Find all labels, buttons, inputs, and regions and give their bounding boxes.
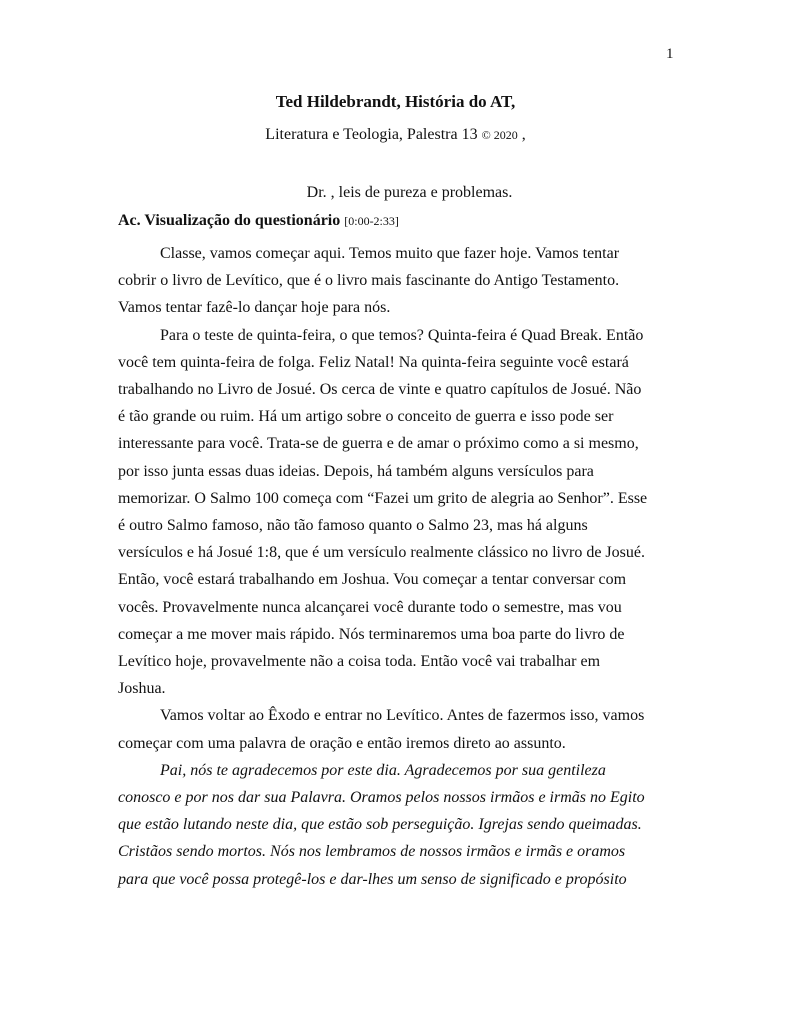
lecture-topic: Dr. , leis de pureza e problemas. [306, 184, 513, 201]
text-line: começar com uma palavra de oração e então iremos direto ao assunto. [118, 734, 566, 752]
page-number: 1 [666, 46, 674, 62]
text-line: vocês. Provavelmente nunca alcançarei você durante todo o semestre, mas vou [118, 598, 622, 616]
text-line: é tão grande ou ruim. Há um artigo sobre o conceito de guerra e isso pode ser [118, 408, 614, 426]
text-line: começar a me mover mais rápido. Nós terminaremos uma boa parte do livro de [118, 625, 625, 643]
prayer-paragraph [118, 757, 678, 893]
document-body [118, 240, 678, 893]
subtitle-text: Literatura e Teologia, Palestra 13 [265, 126, 482, 143]
text-line: Pai, nós te agradecemos por este dia. Agradecemos por sua gentileza [160, 761, 606, 779]
text-line: para que você possa protegê-los e dar-lhes um senso de significado e propósito [118, 870, 627, 888]
text-line: Então, você estará trabalhando em Joshua. Vou começar a tentar conversar com [118, 571, 627, 589]
document-subtitle [0, 126, 791, 144]
text-line: você tem quinta-feira de folga. Feliz Natal! Na quinta-feira seguinte você estará [118, 353, 629, 371]
text-line: trabalhando no Livro de Josué. Os cerca de vinte e quatro capítulos de Josué. Não [118, 381, 642, 399]
text-line: interessante para você. Trata-se de guerra e de amar o próximo como a si mesmo, [118, 435, 639, 453]
document-title: Ted Hildebrandt, História do AT, [275, 92, 516, 111]
section-heading-text: Ac. Visualização do questionário [118, 212, 341, 229]
text-line: Joshua. [118, 680, 166, 698]
text-line: versículos e há Josué 1:8, que é um versículo realmente clássico no livro de Josué. [118, 544, 645, 562]
paragraph [118, 322, 678, 703]
text-line: cobrir o livro de Levítico, que é o livro mais fascinante do Antigo Testamento. [118, 272, 620, 290]
text-line: Para o teste de quinta-feira, o que temos? Quinta-feira é Quad Break. Então [160, 326, 644, 344]
text-line: Vamos voltar ao Êxodo e entrar no Levítico. Antes de fazermos isso, vamos [160, 707, 645, 725]
text-line: memorizar. O Salmo 100 começa com “Fazei um grito de alegria ao Senhor”. Esse [118, 489, 648, 507]
text-line: por isso junta essas duas ideias. Depois, há também alguns versículos para [118, 462, 594, 480]
section-timestamp: [0:00-2:33] [344, 214, 399, 228]
text-line: que estão lutando neste dia, que estão sob perseguição. Igrejas sendo queimadas. [118, 816, 642, 834]
text-line: Classe, vamos começar aqui. Temos muito que fazer hoje. Vamos tentar [160, 245, 620, 262]
paragraph [118, 702, 678, 756]
paragraph [118, 240, 678, 322]
text-line: Cristãos sendo mortos. Nós nos lembramos de nossos irmãos e irmãs e oramos [118, 843, 626, 861]
text-line: conosco e por nos dar sua Palavra. Oramos pelos nossos irmãos e irmãs no Egito [118, 789, 645, 807]
text-line: Vamos tentar fazê-lo dançar hoje para nós. [118, 299, 391, 317]
section-heading [118, 212, 399, 230]
text-line: Levítico hoje, provavelmente não a coisa toda. Então você vai trabalhar em [118, 653, 601, 671]
copyright-notice: © 2020 [481, 128, 518, 142]
subtitle-tail: , [517, 126, 526, 143]
text-line: é outro Salmo famoso, não tão famoso quanto o Salmo 23, mas há alguns [118, 517, 588, 535]
